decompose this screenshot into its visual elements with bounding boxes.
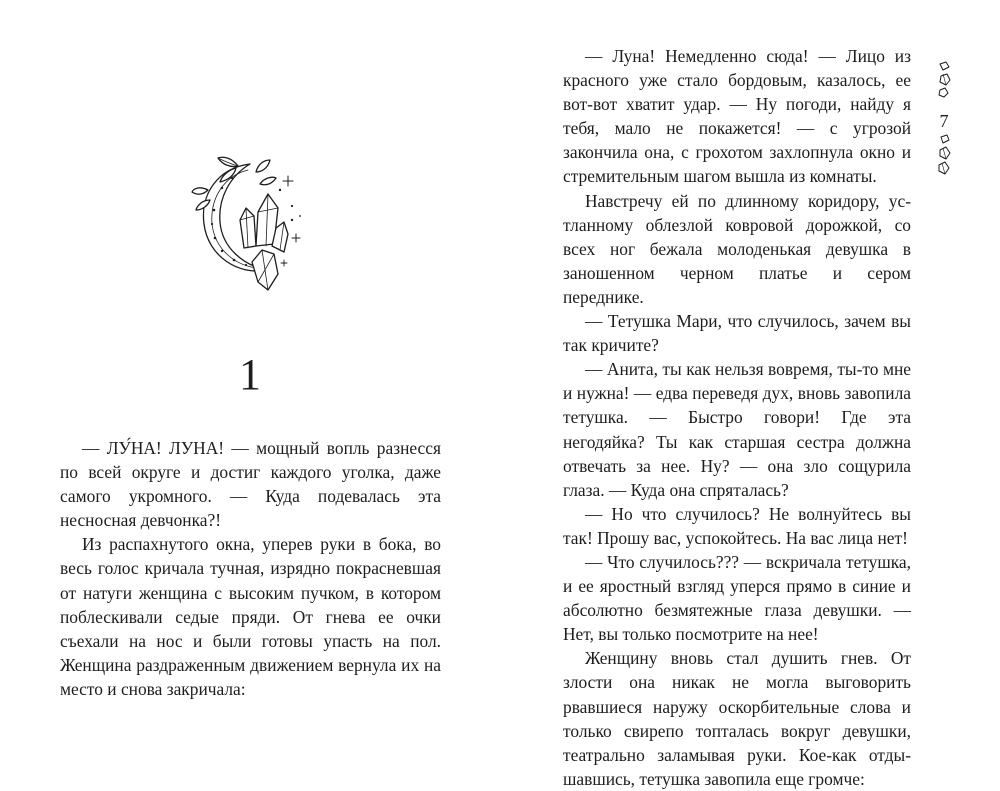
paragraph: — Анита, ты как нельзя вовремя, ты-то мне и нужна! — едва переведя дух, вновь завопила тетушка. — Быстро говори! Где эта негодяйка? Ты как старшая сестра должна отвечать за нее. Ну? — она зло сощурила глаза. — Куда она спряталась?: [563, 359, 911, 500]
paragraph: — Что случилось??? — вскричала тетушка, и ее яростный взгляд уперся прямо в синие и абсолютно безмятежные глаза девушки. — Нет, вы только посмотрите на нее!: [563, 551, 911, 645]
page-number: 7: [939, 111, 949, 131]
right-page: [500, 0, 1000, 789]
left-page: [0, 0, 500, 750]
paragraph: Женщину вновь стал душить гнев. От злости она никак не могла выговорить рвавшиеся наружу оскорбительные слова и только свирепо топталась вокруг девушки, театрально заламывая руки. Кое-как отдышавшись, тетушка завопила еще громче:: [563, 648, 911, 789]
right-page-text: [563, 44, 911, 791]
paragraph: — ЛУ́НА! ЛУНА! — мощный вопль разнесся по всей округе и достиг каждого уголка, даже самого укромного. — Куда подевалась эта несносная девчонка?!: [60, 438, 441, 531]
left-page-text: [60, 436, 441, 701]
paragraph: — Но что случилось? Не волнуйтесь вы так! Прошу вас, успокойтесь. На вас лица нет!: [563, 503, 911, 548]
paragraph: — Тетушка Мари, что случилось, зачем вы так кричите?: [563, 311, 911, 356]
paragraph: — Луна! Немедленно сюда! — Лицо из красного уже стало бордовым, казалось, ее вот-вот хватит удар. — Ну погоди, найду я тебя, мало не покажется! — с угрозой закончила она, с грохотом захлопнула окно и стремительным шагом вышла из комнаты.: [563, 46, 911, 187]
crescent-moon-crystal-icon: [188, 150, 308, 300]
paragraph: Из распахнутого окна, уперев руки в бока, во весь голос кричала тучная, изрядно покрасневшая от натуги женщина с высоким пучком, в котором поблескивали седые пряди. От гнева ее очки съехали на нос и были готовы упасть на пол. Женщина раздраженным движением вернула их на место и снова закричала:: [60, 534, 441, 699]
paragraph: Навстречу ей по длинному коридору, устланному облезлой ковровой дорожкой, со всех ног бежала молоденькая девушка в заношенном черном платье и сером переднике.: [563, 190, 911, 307]
chapter-number: 1: [239, 350, 261, 399]
